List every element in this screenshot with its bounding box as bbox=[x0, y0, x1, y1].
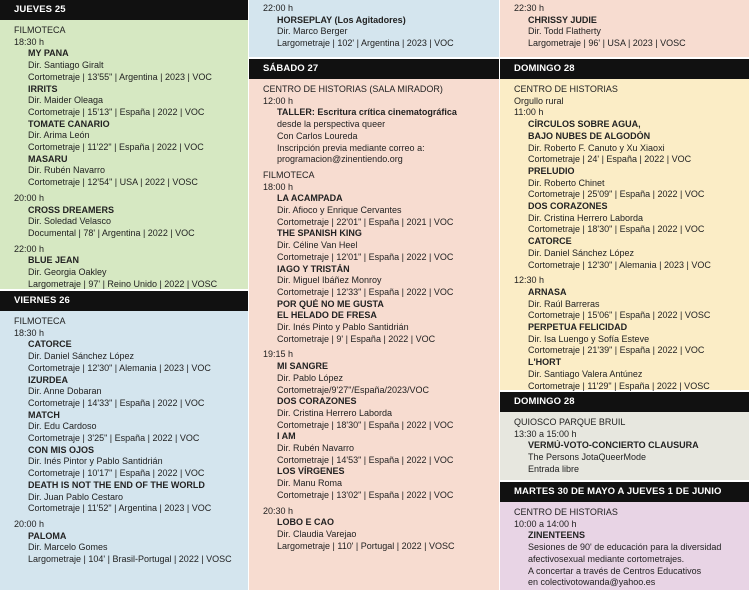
venue-label: FILMOTECA bbox=[263, 169, 315, 180]
film-detail: Dir. Todd Flatherty bbox=[528, 26, 601, 37]
film-title: CON MIS OJOS bbox=[28, 444, 95, 455]
film-title: TOMATE CANARIO bbox=[28, 118, 110, 129]
film-title: IAGO Y TRISTÁN bbox=[277, 263, 350, 274]
film-detail: Largometraje | 97' | Reino Unido | 2022 | VOSC bbox=[28, 278, 218, 289]
film-title: DOS CORAZONES bbox=[528, 201, 608, 211]
film-title: MY PANA bbox=[28, 48, 69, 59]
film-title: CATORCE bbox=[528, 236, 572, 247]
film-detail: Cortometraje | 21'39" | España | 2022 | VOC bbox=[528, 345, 705, 356]
film-detail: Dir. Céline Van Heel bbox=[277, 240, 358, 251]
film-detail: Cortometraje | 22'01" | España | 2021 | VOC bbox=[277, 216, 454, 227]
film-detail: Cortometraje | 15'06" | España | 2022 | VOSC bbox=[528, 310, 711, 321]
film-detail: Dir. Daniel Sánchez López bbox=[528, 247, 635, 258]
session-time: 10:00 a 14:00 h bbox=[514, 518, 577, 529]
session-time: 22:00 h bbox=[263, 3, 294, 13]
film-title: LA ACAMPADA bbox=[277, 193, 343, 204]
session-time: 20:00 h bbox=[14, 518, 45, 529]
film-title: DOS CORAZONES bbox=[277, 396, 357, 407]
film-detail: en colectivotowanda@yahoo.es bbox=[528, 577, 656, 588]
film-title: CROSS DREAMERS bbox=[28, 204, 115, 215]
film-detail: A concertar a través de Centros Educativos bbox=[528, 565, 702, 576]
film-title: BLUE JEAN bbox=[28, 255, 80, 266]
film-detail: Largometraje | 96' | USA | 2023 | VOSC bbox=[528, 38, 686, 49]
film-detail: Dir. Roberto F. Canuto y Xu Xiaoxi bbox=[528, 142, 665, 153]
venue-label: CENTRO DE HISTORIAS (SALA MIRADOR) bbox=[263, 84, 443, 94]
film-detail: Inscripción previa mediante correo a: bbox=[277, 142, 425, 153]
film-detail: Documental | 78' | Argentina | 2022 | VOC bbox=[28, 227, 195, 238]
film-detail: Dir. Santiago Valera Antúnez bbox=[528, 368, 643, 379]
venue-label: CENTRO DE HISTORIAS bbox=[514, 84, 618, 94]
film-detail: Dir. Claudia Varejao bbox=[277, 528, 357, 539]
film-detail: Dir. Inés Pinto y Pablo Santidrián bbox=[277, 322, 409, 332]
film-title: THE SPANISH KING bbox=[277, 228, 362, 239]
film-detail: Cortometraje | 15'13" | España | 2022 | VOC bbox=[28, 106, 205, 117]
venue-label: FILMOTECA bbox=[14, 316, 66, 326]
film-detail: Cortometraje | 12'30" | Alemania | 2023 | VOC bbox=[28, 362, 211, 373]
film-detail: Largometraje | 110' | Portugal | 2022 | VOSC bbox=[277, 540, 455, 551]
day-header: SÁBADO 27 bbox=[249, 59, 499, 79]
session-time: 11:00 h bbox=[514, 107, 544, 118]
film-detail: Dir. Edu Cardoso bbox=[28, 421, 97, 432]
film-title: DEATH IS NOT THE END OF THE WORLD bbox=[28, 479, 205, 490]
film-detail: Con Carlos Loureda bbox=[277, 130, 358, 141]
film-title: IRRITS bbox=[28, 83, 58, 94]
film-title: LOS VÍRGENES bbox=[277, 466, 345, 477]
film-detail: Cortometraje | 12'54" | USA | 2022 | VOSC bbox=[28, 177, 198, 188]
venue-label: Orgullo rural bbox=[514, 95, 564, 106]
film-detail: desde la perspectiva queer bbox=[277, 119, 386, 130]
schedule-panel bbox=[500, 392, 749, 480]
venue-label: QUIOSCO PARQUE BRUIL bbox=[514, 417, 626, 427]
film-detail: Dir. Juan Pablo Cestaro bbox=[28, 491, 124, 502]
schedule-panel bbox=[0, 291, 248, 590]
day-header: JUEVES 25 bbox=[0, 0, 248, 20]
schedule-panel bbox=[249, 59, 499, 590]
film-detail: The Persons JotaQueerMode bbox=[528, 452, 647, 463]
schedule-panel bbox=[500, 59, 749, 390]
film-detail: programacion@zinentiendo.org bbox=[277, 154, 403, 165]
film-detail: Cortometraje | 11'22" | España | 2022 | VOC bbox=[28, 142, 204, 152]
film-title: CATORCE bbox=[28, 339, 72, 350]
film-detail: Dir. Maider Oleaga bbox=[28, 95, 104, 106]
session-time: 19:15 h bbox=[263, 349, 294, 360]
film-detail: Largometraje | 104' | Brasil-Portugal | 2022 | VOSC bbox=[28, 554, 232, 564]
film-detail: Cortometraje | 9' | España | 2022 | VOC bbox=[277, 333, 436, 344]
film-detail: Cortometraje | 3'25" | España | 2022 | VOC bbox=[28, 433, 200, 443]
session-time: 12:30 h bbox=[514, 275, 545, 286]
film-title: I AM bbox=[277, 431, 296, 442]
schedule-panel bbox=[0, 0, 248, 289]
film-detail: Cortometraje | 14'33" | España | 2022 | VOC bbox=[28, 397, 205, 408]
film-detail: Largometraje | 102' | Argentina | 2023 | VOC bbox=[277, 38, 454, 49]
venue-label: CENTRO DE HISTORIAS bbox=[514, 507, 618, 517]
film-title: HORSEPLAY (Los Agitadores) bbox=[277, 14, 406, 25]
day-header: DOMINGO 28 bbox=[500, 392, 749, 412]
film-title: LOBO E CAO bbox=[277, 517, 335, 528]
film-detail: Cortometraje | 18'30" | España | 2022 | VOC bbox=[528, 224, 705, 235]
film-detail: Entrada libre bbox=[528, 463, 580, 474]
film-detail: Dir. Roberto Chinet bbox=[528, 177, 605, 188]
schedule-panel bbox=[500, 482, 749, 590]
film-title: IZURDEA bbox=[28, 374, 68, 385]
film-detail: Cortometraje | 11'29" | España | 2022 | VOSC bbox=[528, 380, 710, 391]
session-time: 20:00 h bbox=[14, 192, 45, 203]
day-header: VIERNES 26 bbox=[0, 291, 248, 311]
session-time: 18:30 h bbox=[14, 36, 45, 47]
film-detail: Dir. Raúl Barreras bbox=[528, 298, 600, 309]
film-title: ARNASA bbox=[528, 286, 567, 297]
session-time: 18:30 h bbox=[14, 327, 45, 338]
film-detail: Cortometraje/9'27"/España/2023/VOC bbox=[277, 384, 429, 395]
session-time: 13:30 a 15:00 h bbox=[514, 428, 577, 439]
day-header: MARTES 30 DE MAYO A JUEVES 1 DE JUNIO bbox=[500, 482, 749, 502]
film-detail: Dir. Arima León bbox=[28, 130, 90, 141]
film-title: CÍRCULOS SOBRE AGUA, bbox=[528, 119, 641, 130]
session-time: 12:00 h bbox=[263, 95, 294, 106]
schedule-panel bbox=[249, 0, 499, 57]
film-title: POR QUÉ NO ME GUSTA bbox=[277, 298, 384, 309]
film-title: PRELUDIO bbox=[528, 165, 575, 176]
film-detail: Cortometraje | 18'30" | España | 2022 | VOC bbox=[277, 419, 454, 430]
film-detail: Dir. Miguel Ibáñez Monroy bbox=[277, 275, 382, 286]
film-title: ZINENTEENS bbox=[528, 530, 586, 541]
film-detail: Dir. Santiago Giralt bbox=[28, 60, 104, 71]
film-detail: Cortometraje | 25'09" | España | 2022 | VOC bbox=[528, 189, 705, 200]
film-detail: Dir. Soledad Velasco bbox=[28, 216, 112, 227]
film-detail: Dir. Afioco y Enrique Cervantes bbox=[277, 205, 402, 215]
film-detail: Dir. Pablo López bbox=[277, 372, 344, 383]
film-detail: Dir. Marco Berger bbox=[277, 26, 348, 37]
film-detail: Dir. Marcelo Gomes bbox=[28, 542, 108, 553]
film-detail: Cortometraje | 13'02" | España | 2022 | VOC bbox=[277, 489, 454, 500]
film-detail: Dir. Rubén Navarro bbox=[277, 443, 355, 453]
film-detail: Dir. Daniel Sánchez López bbox=[28, 351, 135, 362]
film-detail: Cortometraje | 14'53" | España | 2022 | VOC bbox=[277, 454, 454, 465]
session-time: 18:00 h bbox=[263, 181, 294, 192]
film-title: TALLER: Escritura crítica cinematográfica bbox=[277, 107, 457, 118]
day-header: DOMINGO 28 bbox=[500, 59, 749, 79]
film-detail: Dir. Georgia Oakley bbox=[28, 267, 107, 277]
film-detail: Dir. Rubén Navarro bbox=[28, 165, 106, 176]
session-time: 20:30 h bbox=[263, 505, 294, 516]
film-title: PALOMA bbox=[28, 530, 67, 541]
film-detail: Cortometraje | 11'52" | Argentina | 2023 | VOC bbox=[28, 503, 212, 514]
film-title: L'HORT bbox=[528, 357, 562, 368]
film-detail: Dir. Cristina Herrero Laborda bbox=[528, 212, 644, 223]
film-detail: Cortometraje | 12'33" | España | 2022 | VOC bbox=[277, 286, 454, 297]
venue-label: FILMOTECA bbox=[14, 25, 66, 35]
film-detail: Cortometraje | 10'17" | España | 2022 | VOC bbox=[28, 468, 205, 479]
schedule-panel bbox=[500, 0, 749, 57]
film-detail: Dir. Anne Dobaran bbox=[28, 386, 102, 397]
film-detail: Cortometraje | 12'01" | España | 2022 | VOC bbox=[277, 251, 454, 262]
film-title: EL HELADO DE FRESA bbox=[277, 310, 377, 321]
session-time: 22:30 h bbox=[514, 3, 545, 13]
film-title: CHRISSY JUDIE bbox=[528, 14, 597, 25]
film-title: PERPETUA FELICIDAD bbox=[528, 322, 628, 332]
film-title: MATCH bbox=[28, 409, 60, 420]
film-title: VERMÚ-VOTO-CONCIERTO CLAUSURA bbox=[528, 440, 699, 451]
film-detail: Dir. Manu Roma bbox=[277, 478, 343, 489]
film-title: MI SANGRE bbox=[277, 361, 329, 372]
film-detail: Dir. Cristina Herrero Laborda bbox=[277, 407, 393, 418]
film-detail: Cortometraje | 12'30" | Alemania | 2023 | VOC bbox=[528, 259, 711, 270]
film-detail: afectivosexual mediante cortometrajes. bbox=[528, 553, 685, 564]
film-detail: Cortometraje | 24' | España | 2022 | VOC bbox=[528, 154, 692, 165]
film-title: BAJO NUBES DE ALGODÓN bbox=[528, 130, 651, 141]
film-detail: Dir. Inés Pintor y Pablo Santidrián bbox=[28, 456, 163, 467]
film-detail: Dir. Isa Luengo y Sofía Esteve bbox=[528, 333, 650, 344]
film-detail: Cortometraje | 13'55" | Argentina | 2023 | VOC bbox=[28, 71, 212, 82]
film-title: MASARU bbox=[28, 153, 68, 164]
film-detail: Sesiones de 90' de educación para la diversidad bbox=[528, 542, 722, 553]
session-time: 22:00 h bbox=[14, 243, 45, 254]
